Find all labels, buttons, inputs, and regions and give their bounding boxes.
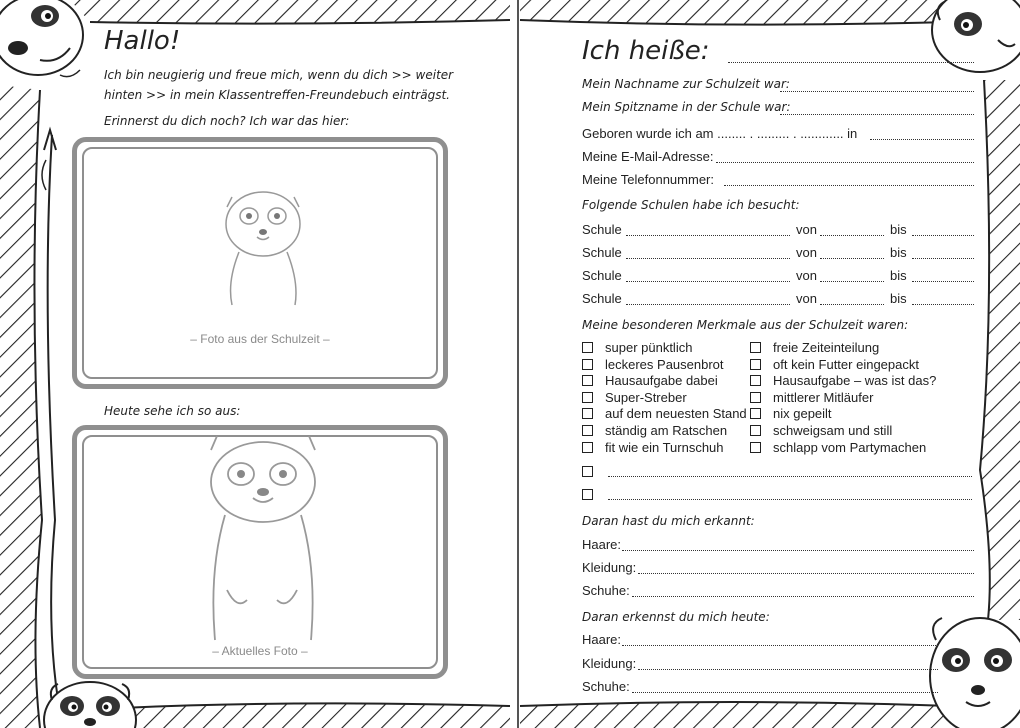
school-to-label: bis: [890, 245, 907, 260]
photo-school-frame[interactable]: [72, 137, 448, 389]
now-hair-line[interactable]: [622, 645, 938, 646]
trait-checkbox[interactable]: Hausaufgabe dabei: [582, 373, 747, 390]
school-to-line[interactable]: [912, 281, 974, 282]
checkbox-icon[interactable]: [582, 359, 593, 370]
field-line-maiden-name[interactable]: [780, 91, 974, 92]
checkbox-icon[interactable]: [750, 342, 761, 353]
then-shoes-line[interactable]: [632, 596, 974, 597]
now-clothing-line[interactable]: [638, 669, 938, 670]
now-hair-label: Haare:: [582, 632, 622, 647]
then-hair-line[interactable]: [622, 550, 974, 551]
field-label-email: Meine E-Mail-Adresse:: [582, 149, 714, 164]
meerkat-sketch-large-icon: [77, 430, 443, 674]
remember-label: Erinnerst du dich noch? Ich war das hier:: [104, 114, 350, 128]
trait-checkbox[interactable]: schweigsam und still: [750, 423, 936, 440]
checkbox-icon[interactable]: [750, 359, 761, 370]
trait-checkbox[interactable]: oft kein Futter eingepackt: [750, 357, 936, 374]
school-from-line[interactable]: [820, 281, 884, 282]
trait-checkbox[interactable]: leckeres Pausenbrot: [582, 357, 747, 374]
school-to-line[interactable]: [912, 304, 974, 305]
traits-list-left: [582, 340, 747, 456]
intro-text-line1: Ich bin neugierig und freue mich, wenn du dich >> weiter: [104, 68, 454, 82]
today-label: Heute sehe ich so aus:: [104, 404, 241, 418]
field-label-phone: Meine Telefonnummer:: [582, 172, 714, 187]
trait-checkbox[interactable]: fit wie ein Turnschuh: [582, 440, 747, 457]
custom-trait-row[interactable]: [582, 463, 605, 481]
checkbox-icon[interactable]: [750, 442, 761, 453]
school-name-line[interactable]: [626, 235, 790, 236]
meerkat-bottom-left-icon: [44, 682, 136, 728]
school-to-label: bis: [890, 291, 907, 306]
photo-current-frame[interactable]: [72, 425, 448, 679]
school-to-label: bis: [890, 268, 907, 283]
meerkat-bottom-right-icon: [930, 618, 1020, 728]
checkbox-icon[interactable]: [582, 392, 593, 403]
custom-trait-row[interactable]: [582, 486, 605, 504]
custom-trait-line[interactable]: [608, 476, 972, 477]
school-label: Schule: [582, 245, 622, 260]
school-name-line[interactable]: [626, 258, 790, 259]
trait-checkbox[interactable]: mittlerer Mitläufer: [750, 390, 936, 407]
then-hair-label: Haare:: [582, 537, 622, 552]
photo-current-caption: – Aktuelles Foto –: [212, 644, 308, 658]
checkbox-icon[interactable]: [582, 442, 593, 453]
custom-trait-line[interactable]: [608, 499, 972, 500]
school-from-label: von: [796, 268, 817, 283]
photo-school-caption: – Foto aus der Schulzeit –: [190, 332, 330, 346]
school-name-line[interactable]: [626, 304, 790, 305]
school-name-line[interactable]: [626, 281, 790, 282]
meerkat-sketch-small-icon: [77, 142, 443, 384]
intro-text-line2: hinten >> in mein Klassentreffen-Freundebuch einträgst.: [104, 88, 450, 102]
now-shoes-line[interactable]: [632, 692, 938, 693]
school-from-label: von: [796, 291, 817, 306]
checkbox-icon[interactable]: [750, 375, 761, 386]
right-page: [510, 0, 1020, 728]
trait-checkbox[interactable]: super pünktlich: [582, 340, 747, 357]
school-from-line[interactable]: [820, 304, 884, 305]
field-line-phone[interactable]: [724, 185, 974, 186]
checkbox-icon[interactable]: [582, 408, 593, 419]
school-to-line[interactable]: [912, 258, 974, 259]
school-label: Schule: [582, 222, 622, 237]
school-to-label: bis: [890, 222, 907, 237]
field-label-maiden-name: Mein Nachname zur Schulzeit war:: [582, 77, 790, 91]
school-from-label: von: [796, 222, 817, 237]
field-line-nickname[interactable]: [780, 114, 974, 115]
trait-checkbox[interactable]: nix gepeilt: [750, 406, 936, 423]
school-label: Schule: [582, 268, 622, 283]
checkbox-icon[interactable]: [750, 425, 761, 436]
traits-list-right: [750, 340, 936, 456]
checkbox-icon[interactable]: [582, 466, 593, 477]
then-clothing-label: Kleidung:: [582, 560, 637, 575]
school-from-label: von: [796, 245, 817, 260]
checkbox-icon[interactable]: [750, 392, 761, 403]
meerkat-top-left-icon: [0, 0, 83, 77]
checkbox-icon[interactable]: [582, 489, 593, 500]
checkbox-icon[interactable]: [582, 375, 593, 386]
trait-checkbox[interactable]: schlapp vom Partymachen: [750, 440, 936, 457]
trait-checkbox[interactable]: auf dem neuesten Stand: [582, 406, 747, 423]
school-to-line[interactable]: [912, 235, 974, 236]
school-from-line[interactable]: [820, 235, 884, 236]
traits-label: Meine besonderen Merkmale aus der Schulzeit waren:: [582, 318, 909, 332]
field-label-birth: Geboren wurde ich am ........ . ......... . ............ in: [582, 126, 858, 141]
school-label: Schule: [582, 291, 622, 306]
trait-checkbox[interactable]: ständig am Ratschen: [582, 423, 747, 440]
then-shoes-label: Schuhe:: [582, 583, 630, 598]
now-shoes-label: Schuhe:: [582, 679, 630, 694]
field-line-birthplace[interactable]: [870, 139, 974, 140]
recognize-now-label: Daran erkennst du mich heute:: [582, 610, 770, 624]
trait-checkbox[interactable]: Super-Streber: [582, 390, 747, 407]
greeting-heading: Hallo!: [104, 26, 181, 56]
field-label-nickname: Mein Spitzname in der Schule war:: [582, 100, 791, 114]
recognized-then-label: Daran hast du mich erkannt:: [582, 514, 755, 528]
schools-label: Folgende Schulen habe ich besucht:: [582, 198, 800, 212]
checkbox-icon[interactable]: [582, 425, 593, 436]
name-input-line[interactable]: [728, 62, 974, 63]
now-clothing-label: Kleidung:: [582, 656, 637, 671]
then-clothing-line[interactable]: [638, 573, 974, 574]
school-from-line[interactable]: [820, 258, 884, 259]
trait-checkbox[interactable]: Hausaufgabe – was ist das?: [750, 373, 936, 390]
trait-checkbox[interactable]: freie Zeiteinteilung: [750, 340, 936, 357]
checkbox-icon[interactable]: [582, 342, 593, 353]
checkbox-icon[interactable]: [750, 408, 761, 419]
name-title: Ich heiße:: [582, 36, 710, 66]
field-line-email[interactable]: [716, 162, 974, 163]
